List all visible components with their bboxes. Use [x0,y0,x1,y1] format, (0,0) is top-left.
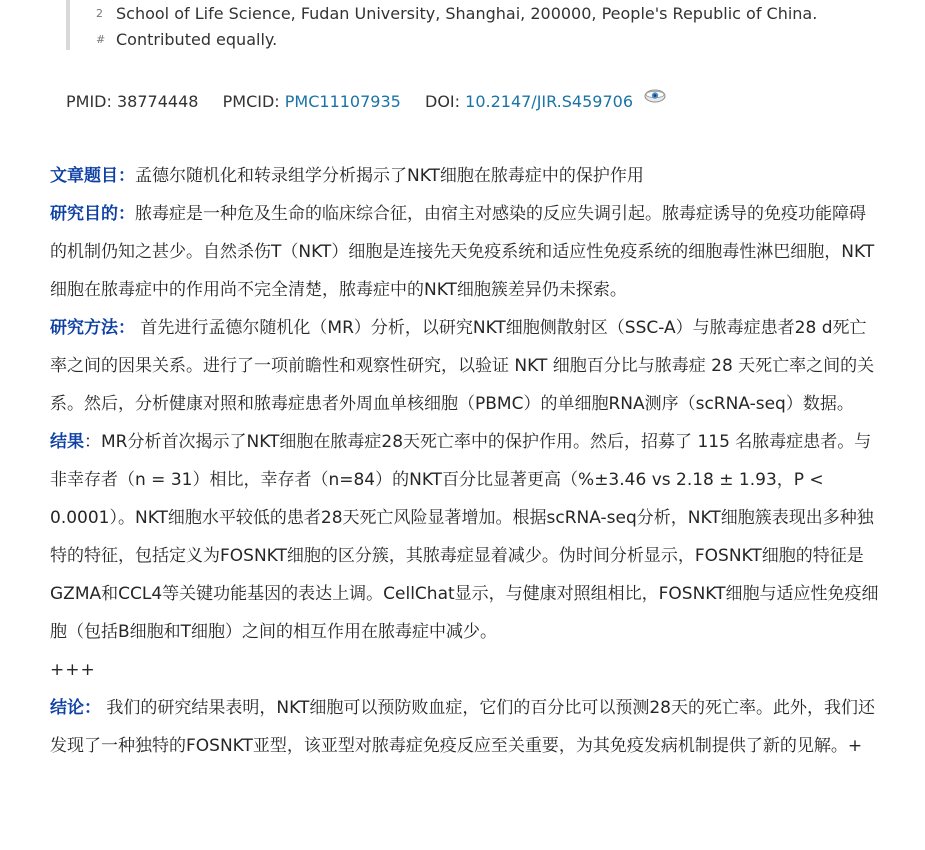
title-label: 文章题目： [50,166,135,186]
abstract-purpose [50,195,880,309]
conclusion-text: 我们的研究结果表明，NKT细胞可以预防败血症，它们的百分比可以预测28天的死亡率。此外，我们还发现了一种独特的FOSNKT亚型，该亚型对脓毒症免疫反应至关重要，为其免疫发病机制提供了新的见解。+ [50,698,875,756]
abstract-separator: +++ [50,660,96,680]
title-text: 孟德尔随机化和转录组学分析揭示了NKT细胞在脓毒症中的保护作用 [135,166,644,186]
methods-label: 研究方法： [50,318,135,338]
article-identifiers [66,88,666,111]
abstract-results [50,423,880,651]
doi-label: DOI: [425,92,461,111]
affiliation-mark: 2 [96,7,103,20]
results-label: 结果 [50,432,84,452]
methods-text: 首先进行孟德尔随机化（MR）分析，以研究NKT细胞侧散射区（SSC-A）与脓毒症患者28 d死亡率之间的因果关系。进行了一项前瞻性和观察性研究，以验证 NKT 细胞百分比与脓毒症 28 天死亡率之间的关系。然后，分析健康对照和脓毒症患者外周血单核细胞（PBMC）的单细胞RNA测序（scRNA-seq）数据。 [50,318,875,414]
conclusion-label: 结论： [50,698,101,718]
pmcid-label: PMCID: [222,92,280,111]
abstract [50,157,880,765]
pmcid-link[interactable]: PMC11107935 [284,92,401,111]
pmid-value: 38774448 [116,92,199,111]
affiliation-text: School of Life Science, Fudan University, Shanghai, 200000, People's Republic of China. [116,4,818,23]
pmid-label: PMID: [66,92,112,111]
affiliation-2 [96,4,817,23]
abstract-methods [50,309,880,423]
affiliation-mark: # [96,33,106,46]
purpose-text: 脓毒症是一种危及生命的临床综合征，由宿主对感染的反应失调引起。脓毒症诱导的免疫功能障碍的机制仍知之甚少。自然杀伤T（NKT）细胞是连接先天免疫系统和适应性免疫系统的细胞毒性淋巴细胞，NKT细胞在脓毒症中的作用尚不完全清楚，脓毒症中的NKT细胞簇差异仍未探索。 [50,204,875,300]
affiliation-equal-contribution [96,30,277,49]
affiliation-text: Contributed equally. [116,30,278,49]
results-text: ：MR分析首次揭示了NKT细胞在脓毒症28天死亡率中的保护作用。然后，招募了 115 名脓毒症患者。与非幸存者（n = 31）相比，幸存者（n=84）的NKT百分比显著更高（%±3.46 vs 2.18 ± 1.93，P < 0.0001）。NKT细胞水平较低的患者28天死亡风险显著增加。根据scRNA-seq分析，NKT细胞簇表现出多种独特的特征，包括定义为FOSNKT细胞的区分簇，其脓毒症显着减少。伪时间分析显示，FOSNKT细胞的特征是GZMA和CCL4等关键功能基因的表达上调。CellChat显示，与健康对照组相比，FOSNKT细胞与适应性免疫细胞（包括B细胞和T细胞）之间的相互作用在脓毒症中减少。 [50,432,879,642]
abstract-conclusion [50,689,880,765]
purpose-label: 研究目的： [50,204,135,224]
abstract-title [50,157,880,195]
doi-link[interactable]: 10.2147/JIR.S459706 [465,92,633,111]
eye-icon[interactable] [644,88,666,102]
affiliations-block [66,0,830,50]
